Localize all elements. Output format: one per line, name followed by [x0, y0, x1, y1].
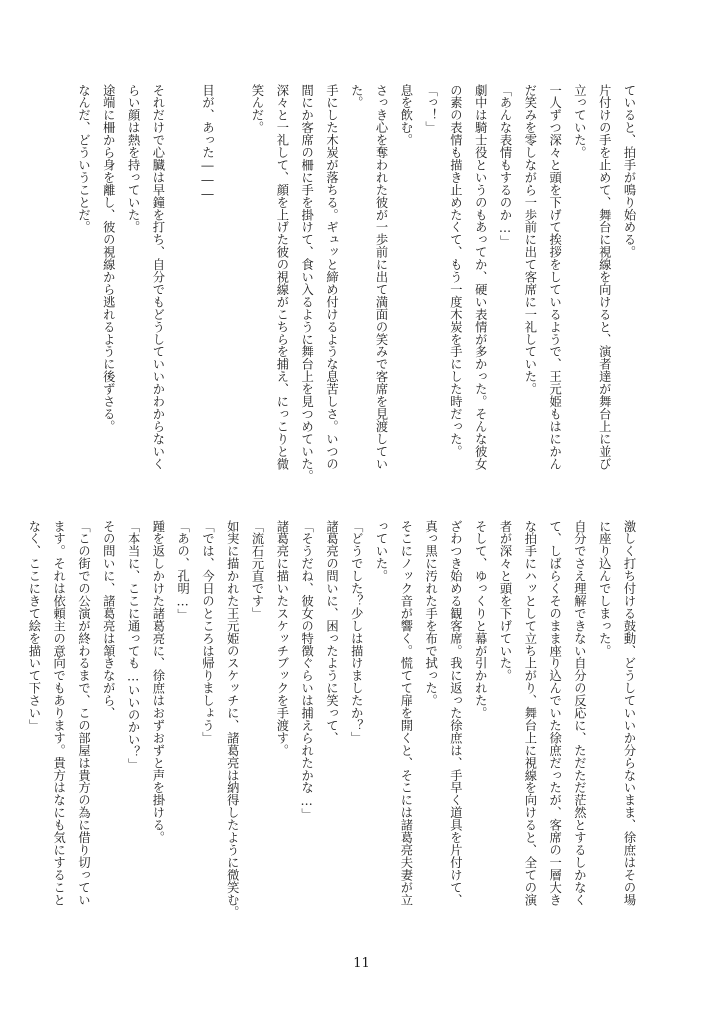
text-line: らい顔は熱を持っていた。 [126, 84, 141, 234]
blank-line [170, 84, 195, 484]
text-line: ざわつき始める観客席。我に返った徐庶は、手早く道具を片付けて、 [448, 520, 463, 906]
text-line: ます。それは依頼主の意向でもあります。貴方はなにも気にすること [51, 520, 66, 906]
text-line: 「流石元直です」 [250, 520, 265, 620]
text-line: なく、ここにきて絵を描いて下さい」 [26, 520, 41, 732]
text-line: その問いに、諸葛亮は頷きながら、 [101, 520, 116, 720]
text-line: 「っ！」 [423, 84, 438, 134]
text-line: そこにノック音が響く。慌てて扉を開くと、そこには諸葛亮夫妻が立 [398, 520, 413, 906]
text-line: て、しばらくそのまま座り込んでいた徐庶だったが、客席の一層大き [547, 520, 562, 906]
text-line: 如実に描かれた王元姫のスケッチに、諸葛亮は納得したように微笑む。 [225, 520, 240, 919]
text-line: なんだ、どういうことだ。 [76, 84, 91, 234]
text-line: 笑んだ。 [250, 84, 265, 134]
text-line: 「あの、孔明…」 [175, 520, 190, 622]
text-line: 「どうでした？少しは描けましたか？」 [349, 520, 364, 745]
text-line: 諸葛亮の問いに、困ったように笑って、 [324, 520, 339, 745]
text-line: 自分でさえ理解できない自分の反応に、ただただ茫然とするしかなく [572, 520, 587, 906]
text-line: そして、ゆっくりと幕が引かれた。 [473, 520, 488, 720]
text-line: 真っ黒に汚れた手を布で拭った。 [423, 520, 438, 707]
text-line: 「そうだね、彼女の特徴ぐらいは捕えられたかな…」 [299, 520, 314, 821]
text-line: 「あんな表情もするのか…」 [498, 84, 513, 248]
text-line: 息を飲む。 [398, 84, 413, 147]
blank-line [219, 84, 244, 484]
text-line: 「では、今日のところは帰りましょう」 [200, 520, 215, 745]
text-line: 劇中は騎士役というのもあってか、硬い表情が多かった。そんな彼女 [473, 84, 488, 470]
text-line: 諸葛亮に描いたスケッチブックを手渡す。 [274, 520, 289, 757]
text-line: 「この街での公演が終わるまで、この部屋は貴方の為に借り切ってい [76, 520, 91, 906]
text-line: だ笑みを零しながら一歩前に出て客席に一礼していた。 [522, 84, 537, 396]
text-line: 激しく打ち付ける鼓動、どうしていいか分らないまま、徐庶はその場 [622, 520, 636, 906]
text-line: それだけで心臓は早鐘を打ち、自分でもどうしていいかわからないく [150, 84, 165, 470]
text-line: に座り込んでしまった。 [597, 520, 612, 657]
upper-text-block [76, 84, 641, 484]
text-line: 手にした木炭が落ちる。ギュッと締め付けるような息苦しさ。いつの [324, 84, 339, 470]
lower-text-block [26, 520, 641, 920]
text-line: な拍手にハッとして立ち上がり、舞台上に視線を向けると、全ての演 [522, 520, 537, 906]
text-line: 一人ずつ深々と頭を下げて挨拶をしているようで、王元姫もはにかん [547, 84, 562, 470]
text-line: さっき心を奪われた彼が一歩前に出て満面の笑みで客席を見渡してい [374, 84, 389, 470]
text-line: っていた。 [374, 520, 389, 583]
text-line: 間にか客席の柵に手を掛けて、食い入るように舞台上を見つめていた。 [299, 84, 314, 483]
text-line: 深々と一礼して、顔を上げた彼の視線がこちらを捕え、にっこりと微 [274, 84, 289, 470]
text-line: 途端に柵から身を離し、彼の視線から逃れるように後ずさる。 [101, 84, 116, 433]
text-line: た。 [349, 84, 364, 109]
text-line: の素の表情も描き止めたくて、もう一度木炭を手にした時だった。 [448, 84, 463, 458]
text-line: 片付けの手を止めて、舞台に視線を向けると、演者達が舞台上に並び [597, 84, 612, 470]
text-line: 「本当に、ここに通っても…いいのかい？」 [126, 520, 141, 771]
text-line: 者が深々と頭を下げていた。 [498, 520, 513, 682]
text-line: 踵を返しかけた諸葛亮に、徐庶はおずおずと声を掛ける。 [150, 520, 165, 844]
page-number: 11 [353, 956, 370, 971]
text-line: 立っていた。 [572, 84, 587, 159]
text-line: ていると、拍手が鳴り始める。 [622, 84, 636, 259]
text-line: 目が、あった――― [200, 84, 215, 202]
